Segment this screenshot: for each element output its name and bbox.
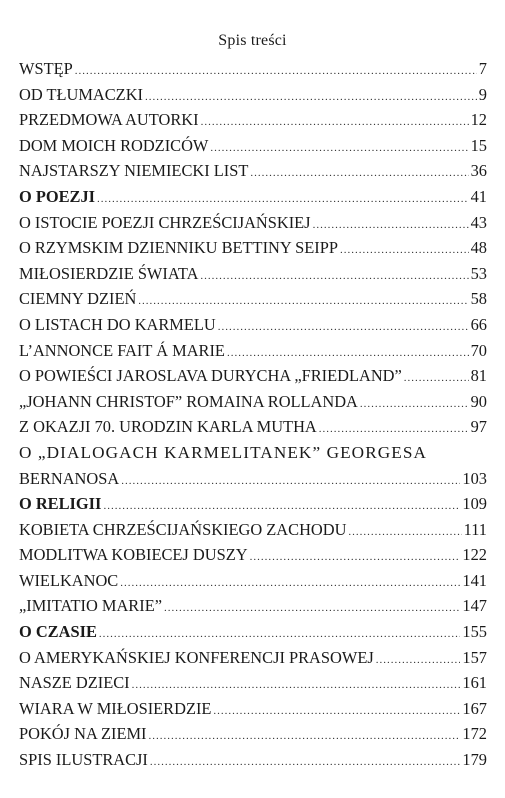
- toc-entry-page: 12: [470, 110, 487, 130]
- toc-entry[interactable]: [19, 82, 487, 108]
- leader-dots: [99, 622, 461, 645]
- table-of-contents: [19, 56, 487, 773]
- toc-entry-page: 15: [470, 135, 487, 155]
- toc-entry-label: WIELKANOC: [19, 570, 119, 590]
- toc-entry-label: PRZEDMOWA AUTORKI: [19, 110, 199, 130]
- toc-entry-label: O RZYMSKIM DZIENNIKU BETTINY SEIPP: [19, 238, 339, 258]
- toc-entry-page: 36: [470, 161, 487, 181]
- leader-dots: [213, 699, 460, 722]
- leader-dots: [201, 110, 469, 133]
- toc-entry-page: 103: [462, 468, 487, 488]
- toc-entry-label: O LISTACH DO KARMELU: [19, 314, 216, 334]
- leader-dots: [103, 494, 460, 517]
- toc-entry[interactable]: [19, 721, 487, 747]
- toc-entry-label: „JOHANN CHRISTOF” ROMAINA ROLLANDA: [19, 391, 358, 411]
- toc-entry-label: L’ANNONCE FAIT Á MARIE: [19, 340, 225, 360]
- toc-entry[interactable]: [19, 517, 487, 543]
- toc-entry-page: 155: [462, 622, 487, 642]
- toc-entry[interactable]: [19, 261, 487, 287]
- toc-entry-label: CIEMNY DZIEŃ: [19, 289, 137, 309]
- toc-entry[interactable]: [19, 414, 487, 440]
- toc-entry-label: NAJSTARSZY NIEMIECKI LIST: [19, 161, 249, 181]
- leader-dots: [210, 136, 468, 159]
- toc-section-heading[interactable]: [19, 619, 487, 645]
- toc-entry-label: O ISTOCIE POEZJI CHRZEŚCIJAŃSKIEJ: [19, 212, 311, 232]
- toc-entry-page: 81: [470, 366, 487, 386]
- leader-dots: [97, 187, 469, 210]
- toc-entry[interactable]: [19, 389, 487, 415]
- toc-entry[interactable]: [19, 133, 487, 159]
- leader-dots: [360, 392, 469, 415]
- toc-entry[interactable]: [19, 107, 487, 133]
- leader-dots: [218, 315, 469, 338]
- toc-entry-page: 66: [470, 314, 487, 334]
- leader-dots: [150, 750, 461, 773]
- toc-entry-page: 157: [462, 647, 487, 667]
- toc-entry-label: WSTĘP: [19, 59, 73, 78]
- toc-entry-page: 53: [470, 263, 487, 283]
- toc-entry-label: KOBIETA CHRZEŚCIJAŃSKIEGO ZACHODU: [19, 519, 347, 539]
- toc-entry[interactable]: [19, 593, 487, 619]
- toc-entry-page: 109: [462, 494, 487, 514]
- toc-entry[interactable]: [19, 466, 487, 492]
- toc-entry-page: 179: [462, 750, 487, 770]
- leader-dots: [313, 213, 469, 236]
- toc-entry-label: SPIS ILUSTRACJI: [19, 750, 148, 770]
- leader-dots: [227, 341, 469, 364]
- toc-section-heading[interactable]: [19, 491, 487, 517]
- toc-entry[interactable]: [19, 645, 487, 671]
- leader-dots: [145, 85, 477, 108]
- leader-dots: [376, 648, 461, 671]
- toc-entry-label: WIARA W MIŁOSIERDZIE: [19, 698, 212, 718]
- toc-entry-first-line: O „DIALOGACH KARMELITANEK” GEORGESA: [19, 442, 428, 462]
- leader-dots: [121, 469, 460, 492]
- toc-entry-label: MODLITWA KOBIECEJ DUSZY: [19, 545, 248, 565]
- toc-entry[interactable]: [19, 210, 487, 236]
- toc-entry-label: O CZASIE: [19, 622, 97, 642]
- toc-entry-page: 122: [462, 545, 487, 565]
- toc-section-heading[interactable]: [19, 184, 487, 210]
- toc-entry-page: 7: [478, 59, 487, 78]
- toc-group-first: [19, 56, 487, 440]
- toc-entry[interactable]: [19, 286, 487, 312]
- leader-dots: [340, 238, 469, 261]
- leader-dots: [348, 520, 461, 543]
- toc-entry-label: OD TŁUMACZKI: [19, 84, 143, 104]
- toc-entry-page: 43: [470, 212, 487, 232]
- leader-dots: [404, 366, 469, 389]
- leader-dots: [319, 417, 469, 440]
- toc-entry-label: „IMITATIO MARIE”: [19, 596, 162, 616]
- toc-entry-label: O RELIGII: [19, 494, 102, 514]
- toc-entry-page: 90: [470, 391, 487, 411]
- toc-entry-label: BERNANOSA: [19, 468, 120, 488]
- toc-entry[interactable]: [19, 338, 487, 364]
- leader-dots: [75, 59, 477, 82]
- page-title: Spis treści: [218, 32, 287, 49]
- toc-entry-page: 172: [462, 724, 487, 744]
- toc-entry[interactable]: [19, 568, 487, 594]
- toc-entry[interactable]: [19, 312, 487, 338]
- toc-entry[interactable]: [19, 56, 487, 82]
- toc-entry-page: 70: [470, 340, 487, 360]
- toc-entry-label: O POWIEŚCI JAROSLAVA DURYCHA „FRIEDLAND”: [19, 366, 402, 386]
- toc-entry-label: Z OKAZJI 70. URODZIN KARLA MUTHA: [19, 417, 317, 437]
- leader-dots: [250, 161, 468, 184]
- toc-entry-page: 161: [462, 673, 487, 693]
- toc-entry-page: 97: [470, 417, 487, 437]
- leader-dots: [164, 596, 460, 619]
- toc-entry-label: DOM MOICH RODZICÓW: [19, 135, 209, 155]
- leader-dots: [138, 289, 468, 312]
- toc-entry-label: MIŁOSIERDZIE ŚWIATA: [19, 263, 199, 283]
- toc-entry-label: O POEZJI: [19, 186, 96, 206]
- toc-entry[interactable]: [19, 747, 487, 773]
- toc-entry[interactable]: [19, 696, 487, 722]
- leader-dots: [200, 264, 468, 287]
- toc-entry[interactable]: [19, 235, 487, 261]
- leader-dots: [120, 571, 460, 594]
- toc-entry-page: 58: [470, 289, 487, 309]
- leader-dots: [132, 673, 461, 696]
- leader-dots: [148, 724, 460, 747]
- leader-dots: [250, 545, 461, 568]
- toc-entry[interactable]: [19, 158, 487, 184]
- toc-entry-page: 9: [478, 84, 487, 104]
- toc-entry-page: 167: [462, 698, 487, 718]
- toc-entry-label: NASZE DZIECI: [19, 673, 130, 693]
- toc-entry-label: POKÓJ NA ZIEMI: [19, 724, 147, 744]
- toc-entry-label: O AMERYKAŃSKIEJ KONFERENCJI PRASOWEJ: [19, 647, 374, 667]
- toc-entry-page: 141: [462, 570, 487, 590]
- toc-entry[interactable]: [19, 363, 487, 389]
- toc-entry[interactable]: [19, 670, 487, 696]
- toc-entry[interactable]: [19, 542, 487, 568]
- toc-entry-page: 48: [470, 238, 487, 258]
- toc-entry-page: 147: [462, 596, 487, 616]
- toc-group-second: [19, 491, 487, 773]
- toc-entry-page: 111: [463, 519, 487, 539]
- toc-entry-page: 41: [470, 186, 487, 206]
